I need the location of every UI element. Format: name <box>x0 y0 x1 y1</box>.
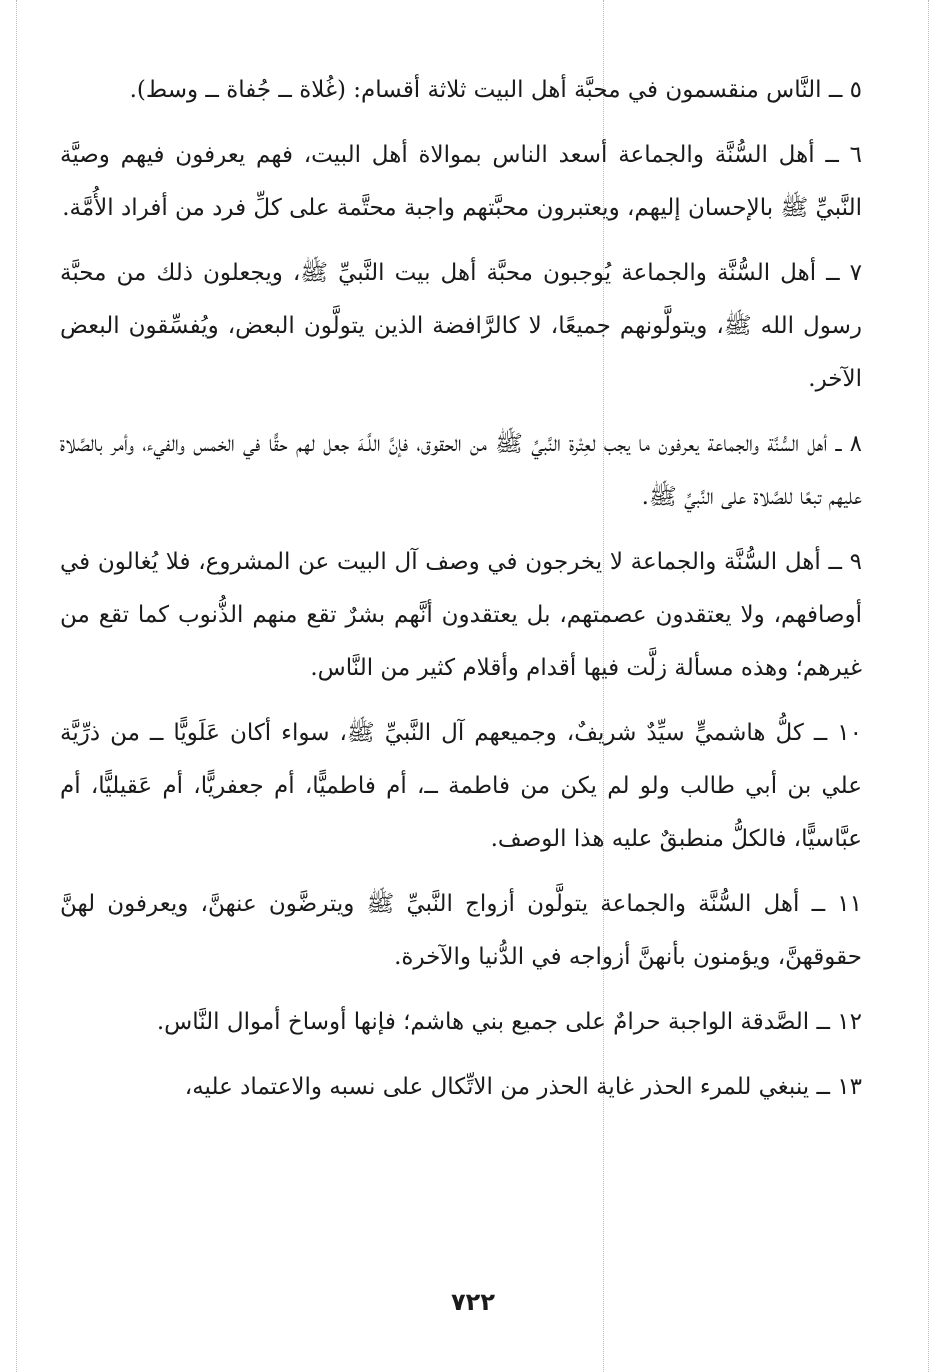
body-text <box>60 64 862 1126</box>
paragraph-8: ٨ ــ أهل السُّنَّة والجماعة يعرفون ما يجب لعِتْرة النَّبيِّ ﷺ من الحقوق، فإنَّ اللَّـهَ جعل لهم حقًّا في الخمس والفيء، وأمر بالصَّلاة عليهم تبعًا للصَّلاة على النَّبيِّ ﷺ. <box>60 431 862 510</box>
paragraph-10: ١٠ ــ كلُّ هاشميٍّ سيِّدٌ شريفٌ، وجميعهم آل النَّبيِّ ﷺ، سواء أكان عَلَويًّا ــ من ذرِّيَّة علي بن أبي طالب ولو لم يكن من فاطمة ــ، أم فاطميًّا، أم جعفريًّا، أم عَقيليًّا، أم عبَّاسيًّا، فالكلُّ منطبقٌ عليه هذا الوصف. <box>60 720 862 852</box>
paragraph-9: ٩ ــ أهل السُّنَّة والجماعة لا يخرجون في وصف آل البيت عن المشروع، فلا يُغالون في أوصافهم، ولا يعتقدون عصمتهم، بل يعتقدون أنَّهم بشرٌ تقع منهم الذُّنوب كما تقع من غيرهم؛ وهذه مسألة زلَّت فيها أقدام وأقلام كثير من النَّاس. <box>60 549 862 681</box>
scan-guide-line-left <box>16 0 17 1372</box>
paragraph-13: ١٣ ــ ينبغي للمرء الحذر غاية الحذر من الاتِّكال على نسبه والاعتماد عليه، <box>184 1074 862 1100</box>
paragraph-5: ٥ ــ النَّاس منقسمون في محبَّة أهل البيت ثلاثة أقسام: (غُلاة ــ جُفاة ــ وسط). <box>129 77 862 103</box>
paragraph-12: ١٢ ــ الصَّدقة الواجبة حرامٌ على جميع بني هاشم؛ فإنها أوساخ أموال النَّاس. <box>156 1009 862 1035</box>
paragraph-7: ٧ ــ أهل السُّنَّة والجماعة يُوجبون محبَّة أهل بيت النَّبيِّ ﷺ، ويجعلون ذلك من محبَّة رسول الله ﷺ، ويتولَّونهم جميعًا، لا كالرَّافضة الذين يتولَّون البعض، ويُفسِّقون البعض الآخر. <box>60 260 862 392</box>
paragraph-11: ١١ ــ أهل السُّنَّة والجماعة يتولَّون أزواج النَّبيِّ ﷺ ويترضَّون عنهنَّ، ويعرفون لهنَّ حقوقهنَّ، ويؤمنون بأنهنَّ أزواجه في الدُّنيا والآخرة. <box>60 891 862 970</box>
page-number: ٧٢٢ <box>451 1288 495 1316</box>
scan-guide-line-right <box>928 0 929 1372</box>
paragraph-6: ٦ ــ أهل السُّنَّة والجماعة أسعد الناس بموالاة أهل البيت، فهم يعرفون فيهم وصيَّة النَّبيِّ ﷺ بالإحسان إليهم، ويعتبرون محبَّتهم واجبة محتَّمة على كلِّ فرد من أفراد الأُمَّة. <box>60 142 862 221</box>
